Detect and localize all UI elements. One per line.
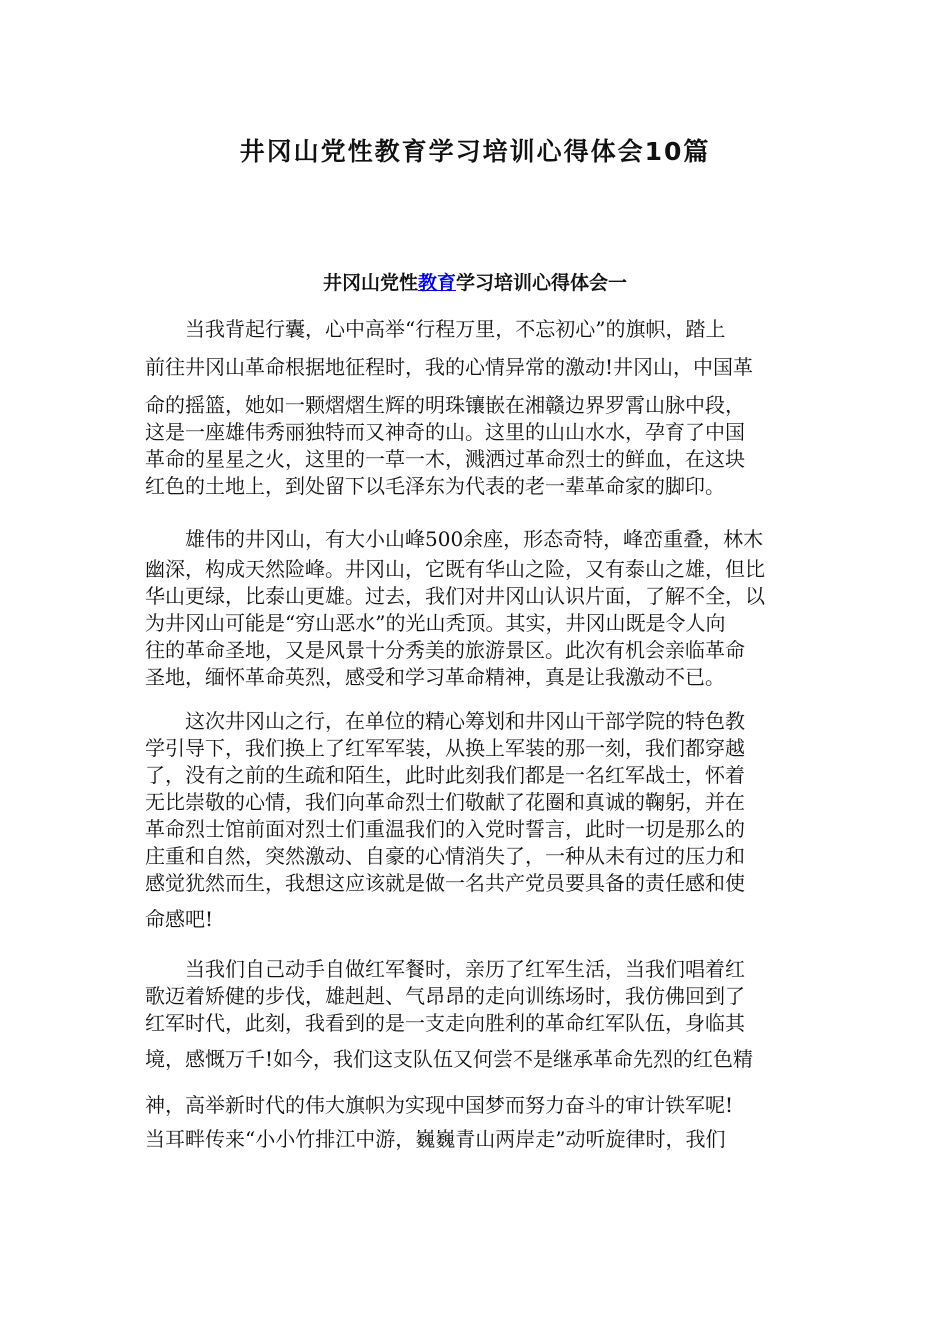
paragraph-line: 幽深，构成天然险峰。井冈山，它既有华山之险，又有泰山之雄，但比 — [145, 557, 765, 581]
section-heading — [0, 268, 950, 295]
paragraph-line: 往的革命圣地，又是风景十分秀美的旅游景区。此次有机会亲临革命 — [145, 638, 745, 662]
paragraph-line: 革命的星星之火，这里的一草一木，溅洒过革命烈士的鲜血，在这块 — [145, 447, 745, 471]
paragraph-line: 这次井冈山之行，在单位的精心筹划和井冈山干部学院的特色教 — [185, 709, 745, 733]
paragraph-line: 为井冈山可能是“穷山恶水”的光山秃顶。其实，井冈山既是令人向 — [145, 611, 726, 635]
paragraph-line: 前往井冈山革命根据地征程时，我的心情异常的激动!井冈山，中国革 — [145, 355, 754, 379]
paragraph-line: 圣地，缅怀革命英烈，感受和学习革命精神，真是让我激动不已。 — [145, 665, 725, 689]
paragraph-2 — [145, 526, 807, 691]
paragraph-line: 当我背起行囊，心中高举“行程万里，不忘初心”的旗帜，踏上 — [185, 317, 726, 341]
paragraph-1 — [145, 316, 807, 500]
paragraph-line: 当我们自己动手自做红军餐时，亲历了红军生活，当我们唱着红 — [185, 957, 745, 981]
paragraph-line: 感觉犹然而生，我想这应该就是做一名共产党员要具备的责任感和使 — [145, 871, 745, 895]
paragraph-line: 无比崇敬的心情，我们向革命烈士们敬献了花圈和真诚的鞠躬，并在 — [145, 790, 745, 814]
paragraph-line: 红色的土地上，到处留下以毛泽东为代表的老一辈革命家的脚印。 — [145, 474, 725, 498]
document-title: 井冈山党性教育学习培训心得体会10篇 — [239, 137, 711, 166]
paragraph-line: 庄重和自然，突然激动、自豪的心情消失了，一种从未有过的压力和 — [145, 844, 745, 868]
paragraph-line: 华山更绿，比泰山更雄。过去，我们对井冈山认识片面，了解不全，以 — [145, 584, 765, 608]
paragraph-line: 这是一座雄伟秀丽独特而又神奇的山。这里的山山水水，孕育了中国 — [145, 420, 745, 444]
paragraph-line: 雄伟的井冈山，有大小山峰500余座，形态奇特，峰峦重叠，林木 — [185, 527, 764, 551]
paragraph-line: 歌迈着矫健的步伐，雄赳赳、气昂昂的走向训练场时，我仿佛回到了 — [145, 984, 745, 1008]
paragraph-line: 境，感慨万千!如今，我们这支队伍又何尝不是继承革命先烈的红色精 — [145, 1047, 754, 1071]
paragraph-line: 了，没有之前的生疏和陌生，此时此刻我们都是一名红军战士，怀着 — [145, 763, 745, 787]
paragraph-line: 当耳畔传来“小小竹排江中游，巍巍青山两岸走”动听旋律时，我们 — [145, 1127, 726, 1151]
paragraph-line: 学引导下，我们换上了红军军装，从换上军装的那一刻，我们都穿越 — [145, 736, 745, 760]
paragraph-line: 命感吧! — [145, 907, 214, 931]
paragraph-line: 革命烈士馆前面对烈士们重温我们的入党时誓言，此时一切是那么的 — [145, 817, 745, 841]
paragraph-line: 神，高举新时代的伟大旗帜为实现中国梦而努力奋斗的审计铁军呢! — [145, 1093, 734, 1117]
heading-education-link[interactable]: 教育 — [417, 272, 456, 294]
paragraph-line: 命的摇篮，她如一颗熠熠生辉的明珠镶嵌在湘赣边界罗霄山脉中段， — [145, 393, 745, 417]
paragraph-3 — [145, 708, 807, 933]
paragraph-4 — [145, 956, 807, 1153]
paragraph-line: 红军时代，此刻，我看到的是一支走向胜利的革命红军队伍，身临其 — [145, 1011, 745, 1035]
section-heading-text-start: 井冈山党性 — [322, 272, 418, 294]
section-heading-text-end: 学习培训心得体会一 — [456, 272, 628, 294]
